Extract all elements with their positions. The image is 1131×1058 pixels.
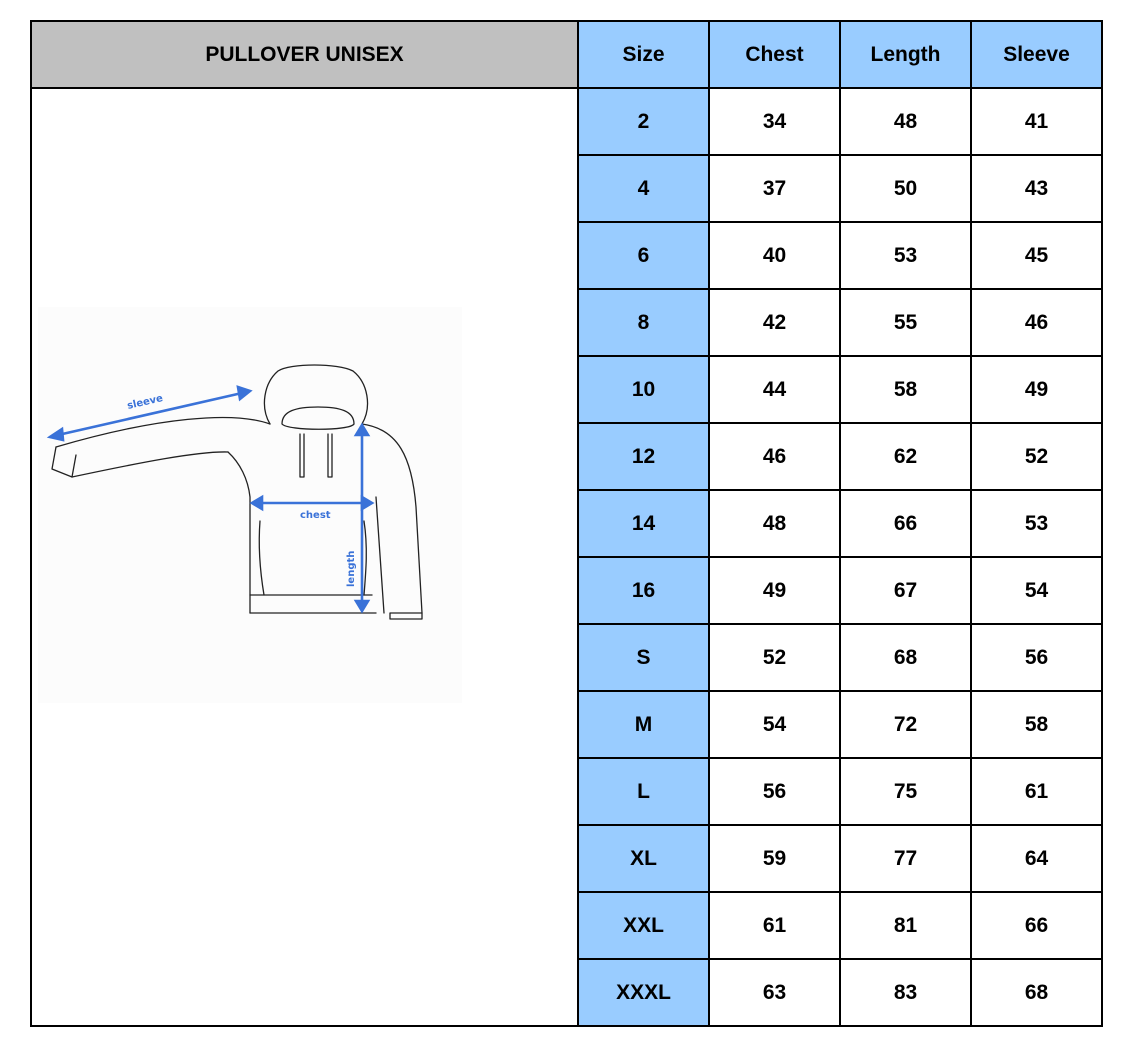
length-cell: 72 bbox=[840, 691, 971, 758]
sleeve-cell: 68 bbox=[971, 959, 1102, 1026]
sleeve-cell: 61 bbox=[971, 758, 1102, 825]
sleeve-arrow-head-left bbox=[50, 429, 63, 440]
illustration-cell bbox=[31, 88, 578, 1026]
chest-cell: 56 bbox=[709, 758, 840, 825]
sleeve-cell: 41 bbox=[971, 88, 1102, 155]
size-cell: 2 bbox=[578, 88, 709, 155]
size-cell: M bbox=[578, 691, 709, 758]
chest-cell: 44 bbox=[709, 356, 840, 423]
sleeve-cell: 54 bbox=[971, 557, 1102, 624]
length-cell: 67 bbox=[840, 557, 971, 624]
chest-cell: 34 bbox=[709, 88, 840, 155]
sleeve-cell: 64 bbox=[971, 825, 1102, 892]
size-cell: S bbox=[578, 624, 709, 691]
length-cell: 62 bbox=[840, 423, 971, 490]
table-row bbox=[31, 88, 1102, 155]
column-header-size: Size bbox=[578, 21, 709, 88]
size-cell: 6 bbox=[578, 222, 709, 289]
table-header-row bbox=[31, 21, 1102, 88]
size-chart-table bbox=[30, 20, 1103, 1027]
table-body bbox=[31, 88, 1102, 1026]
hoodie-measurement-diagram bbox=[38, 307, 462, 703]
chest-cell: 59 bbox=[709, 825, 840, 892]
length-label: length bbox=[346, 550, 357, 587]
column-header-sleeve: Sleeve bbox=[971, 21, 1102, 88]
length-cell: 48 bbox=[840, 88, 971, 155]
sleeve-cell: 58 bbox=[971, 691, 1102, 758]
chest-cell: 37 bbox=[709, 155, 840, 222]
length-cell: 81 bbox=[840, 892, 971, 959]
size-cell: 8 bbox=[578, 289, 709, 356]
chest-cell: 63 bbox=[709, 959, 840, 1026]
size-cell: XXL bbox=[578, 892, 709, 959]
sleeve-cell: 45 bbox=[971, 222, 1102, 289]
table-title: PULLOVER UNISEX bbox=[31, 21, 578, 88]
length-cell: 55 bbox=[840, 289, 971, 356]
length-cell: 68 bbox=[840, 624, 971, 691]
size-cell: 4 bbox=[578, 155, 709, 222]
measurement-arrows bbox=[50, 387, 372, 611]
chest-cell: 49 bbox=[709, 557, 840, 624]
size-cell: XXXL bbox=[578, 959, 709, 1026]
length-cell: 83 bbox=[840, 959, 971, 1026]
length-arrow-head-top bbox=[356, 425, 368, 435]
size-cell: L bbox=[578, 758, 709, 825]
chest-label: chest bbox=[300, 510, 331, 521]
chest-cell: 48 bbox=[709, 490, 840, 557]
size-cell: 14 bbox=[578, 490, 709, 557]
length-cell: 50 bbox=[840, 155, 971, 222]
length-cell: 75 bbox=[840, 758, 971, 825]
chest-cell: 42 bbox=[709, 289, 840, 356]
sleeve-cell: 43 bbox=[971, 155, 1102, 222]
chest-cell: 52 bbox=[709, 624, 840, 691]
column-header-length: Length bbox=[840, 21, 971, 88]
chest-cell: 40 bbox=[709, 222, 840, 289]
length-cell: 77 bbox=[840, 825, 971, 892]
chest-cell: 61 bbox=[709, 892, 840, 959]
chest-cell: 46 bbox=[709, 423, 840, 490]
sleeve-cell: 66 bbox=[971, 892, 1102, 959]
sleeve-cell: 46 bbox=[971, 289, 1102, 356]
size-cell: 12 bbox=[578, 423, 709, 490]
chest-arrow-head-left bbox=[252, 497, 262, 509]
hoodie-outline bbox=[52, 365, 422, 619]
sleeve-arrow-head-right bbox=[238, 387, 250, 399]
sleeve-cell: 49 bbox=[971, 356, 1102, 423]
size-cell: XL bbox=[578, 825, 709, 892]
length-cell: 53 bbox=[840, 222, 971, 289]
size-cell: 10 bbox=[578, 356, 709, 423]
chest-arrow-head-right bbox=[362, 497, 372, 509]
chest-cell: 54 bbox=[709, 691, 840, 758]
length-arrow-head-bottom bbox=[356, 601, 368, 611]
sleeve-cell: 52 bbox=[971, 423, 1102, 490]
length-cell: 58 bbox=[840, 356, 971, 423]
sleeve-label: sleeve bbox=[126, 393, 164, 412]
sleeve-cell: 53 bbox=[971, 490, 1102, 557]
column-header-chest: Chest bbox=[709, 21, 840, 88]
length-cell: 66 bbox=[840, 490, 971, 557]
sleeve-cell: 56 bbox=[971, 624, 1102, 691]
size-cell: 16 bbox=[578, 557, 709, 624]
hoodie-illustration-icon bbox=[38, 307, 462, 703]
